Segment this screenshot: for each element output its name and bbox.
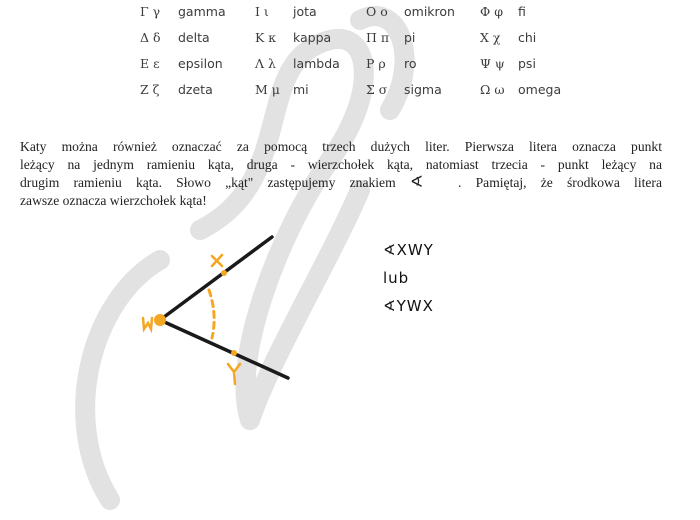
greek-letter: Χ χ chi bbox=[480, 30, 537, 45]
greek-letter: Σ σ sigma bbox=[366, 82, 442, 97]
greek-letter: Γ γ gamma bbox=[140, 4, 226, 19]
greek-letter: Ο ο omikron bbox=[366, 4, 455, 19]
arm-x-line bbox=[160, 237, 272, 320]
greek-letter: Λ λ lambda bbox=[255, 56, 340, 71]
angle-arc bbox=[209, 290, 214, 338]
greek-letter: Ε ε epsilon bbox=[140, 56, 223, 71]
angle-symbol-icon: ∢ bbox=[409, 172, 424, 191]
angle-notation-notes bbox=[383, 236, 434, 320]
point-x-icon bbox=[221, 270, 227, 276]
angle-notation-ywx: ∢YWX bbox=[383, 297, 434, 315]
vertex-label-w bbox=[143, 318, 152, 329]
paragraph-line: drugim ramieniu kąta. Słowo „kąt" zastępujemy znakiem ∢ . Pamiętaj, że środkowa litera bbox=[20, 172, 662, 191]
angle-notation-xwy: ∢XWY bbox=[383, 241, 434, 259]
greek-letter: Ψ ψ psi bbox=[480, 56, 536, 71]
point-label-x bbox=[212, 255, 222, 266]
paragraph-line: zawsze oznacza wierzchołek kąta! bbox=[20, 192, 207, 208]
greek-letter: Δ δ delta bbox=[140, 30, 210, 45]
greek-letter: Φ φ fi bbox=[480, 4, 526, 19]
paragraph-line: Katy można również oznaczać za pomocą trzech dużych liter. Pierwsza litera oznacza punkt bbox=[20, 139, 662, 154]
vertex-point-icon bbox=[154, 314, 166, 326]
greek-letter: Ζ ζ dzeta bbox=[140, 82, 213, 97]
or-label: lub bbox=[383, 269, 410, 287]
greek-letter: Π π pi bbox=[366, 30, 416, 45]
point-y-icon bbox=[231, 350, 237, 356]
greek-letter: Ω ω omega bbox=[480, 82, 562, 97]
greek-letter: Ρ ρ ro bbox=[366, 56, 417, 71]
greek-letter: Μ μ mi bbox=[255, 82, 309, 97]
greek-letter: Ι ι jota bbox=[255, 4, 317, 19]
arm-y-line bbox=[160, 320, 288, 378]
paragraph-line: leżący na jednym ramieniu kąta, druga - wierzchołek kąta, natomiast trzecia - punkt leżący na bbox=[20, 156, 662, 172]
point-label-y bbox=[228, 364, 240, 384]
greek-letter: Κ κ kappa bbox=[255, 30, 332, 45]
